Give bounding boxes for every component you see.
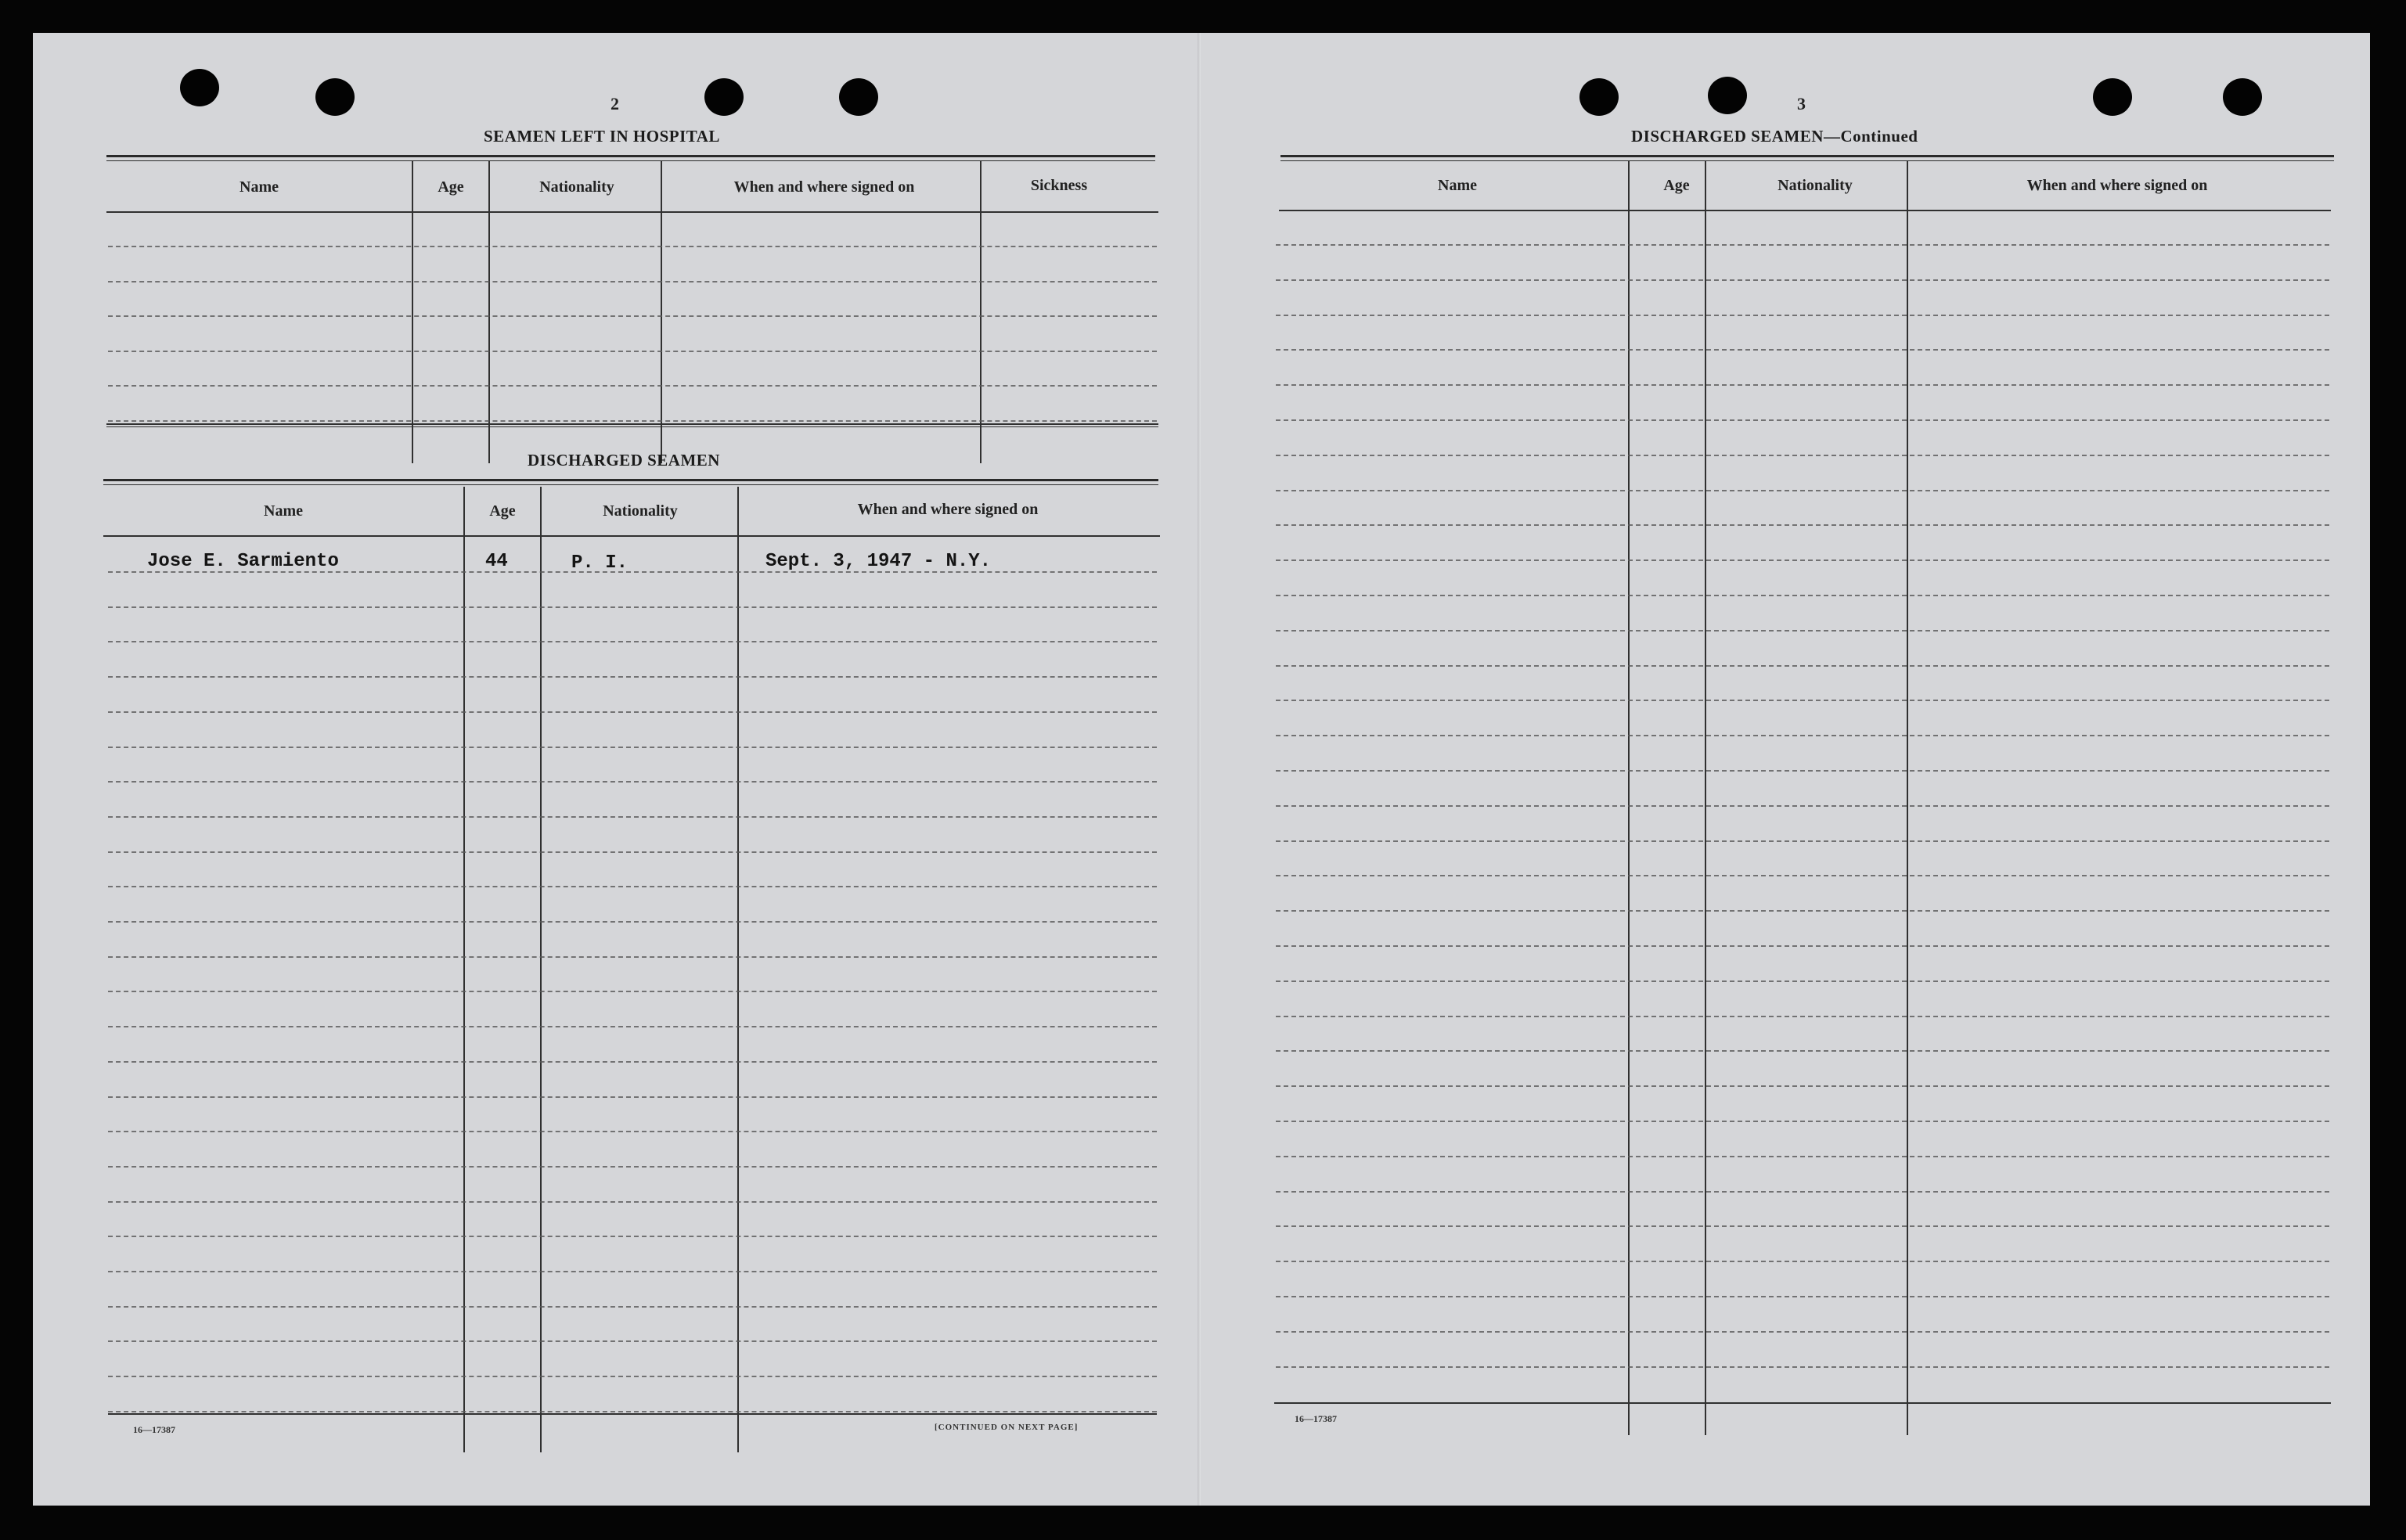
column-rule <box>412 161 413 463</box>
continued-note: [CONTINUED ON NEXT PAGE] <box>935 1423 1079 1432</box>
row-line <box>1276 595 2329 596</box>
title-rule <box>1280 155 2334 157</box>
col-head-signed-on: When and where signed on <box>857 501 1039 518</box>
row-line <box>1276 1261 2329 1262</box>
column-rule <box>1705 161 1706 1435</box>
column-rule <box>488 161 490 463</box>
row-line <box>1276 1121 2329 1122</box>
row-line <box>108 1166 1157 1168</box>
row-line <box>108 1271 1157 1272</box>
row-line <box>108 1376 1157 1377</box>
row-line <box>1276 1366 2329 1368</box>
column-rule <box>980 161 981 463</box>
col-head-nationality: Nationality <box>603 502 678 520</box>
row-line <box>1276 455 2329 456</box>
page-number: 3 <box>1797 94 1806 113</box>
row-line <box>1276 945 2329 947</box>
row-line <box>108 851 1157 853</box>
document-sheet <box>33 33 2370 1506</box>
row-line <box>1276 1225 2329 1227</box>
title-continued: —Continued <box>1823 127 1918 146</box>
punch-hole <box>2223 78 2262 116</box>
row-line <box>1276 980 2329 982</box>
row-line <box>108 1026 1157 1027</box>
row-line <box>108 747 1157 748</box>
row-line <box>1276 700 2329 701</box>
row-line <box>1276 1016 2329 1017</box>
discharged-continued-title <box>1631 127 1918 146</box>
row-line <box>108 1131 1157 1132</box>
row-line <box>1276 244 2329 246</box>
row-line <box>1276 1085 2329 1087</box>
row-line <box>108 711 1157 713</box>
row-line <box>108 781 1157 783</box>
table-bottom-rule <box>1274 1402 2331 1404</box>
header-rule <box>1279 210 2331 211</box>
row-line <box>108 351 1157 352</box>
row-line <box>1276 1156 2329 1157</box>
row-line <box>108 991 1157 992</box>
row-line <box>108 1306 1157 1308</box>
punch-hole <box>839 78 878 116</box>
row-line <box>108 921 1157 923</box>
col-head-age: Age <box>489 502 516 520</box>
table-bottom-rule <box>106 423 1158 425</box>
row-line <box>1276 1191 2329 1193</box>
col-head-signed-on: When and where signed on <box>733 178 915 196</box>
punch-hole <box>180 69 219 106</box>
punch-hole <box>315 78 355 116</box>
entry-name: Jose E. Sarmiento <box>147 551 339 572</box>
row-line <box>1276 910 2329 912</box>
hospital-section-title: SEAMEN LEFT IN HOSPITAL <box>484 127 720 146</box>
row-line <box>108 1061 1157 1063</box>
row-line <box>108 281 1157 282</box>
row-line <box>1276 1050 2329 1052</box>
row-line <box>108 886 1157 887</box>
row-line <box>108 1096 1157 1098</box>
punch-hole <box>704 78 744 116</box>
punch-hole <box>2093 78 2132 116</box>
row-line <box>1276 1331 2329 1333</box>
column-rule <box>1628 161 1630 1435</box>
row-line <box>1276 419 2329 421</box>
title-main: DISCHARGED SEAMEN <box>1631 127 1824 146</box>
col-head-nationality: Nationality <box>1777 177 1853 194</box>
row-line <box>108 420 1157 422</box>
row-line <box>1276 630 2329 631</box>
row-line <box>1276 875 2329 876</box>
column-rule <box>1907 161 1908 1435</box>
row-line <box>108 1236 1157 1237</box>
row-line <box>1276 840 2329 842</box>
row-line <box>108 676 1157 678</box>
header-rule <box>106 211 1158 213</box>
form-number: 16—17387 <box>1295 1413 1337 1424</box>
row-line <box>108 606 1157 608</box>
entry-nationality: P. I. <box>571 552 629 574</box>
column-rule <box>661 161 662 463</box>
row-line <box>1276 524 2329 526</box>
header-rule <box>103 535 1160 537</box>
row-line <box>1276 805 2329 807</box>
form-number: 16—17387 <box>133 1424 175 1435</box>
row-line <box>1276 665 2329 667</box>
entry-age: 44 <box>485 551 508 572</box>
entry-signed-on: Sept. 3, 1947 - N.Y. <box>765 551 992 572</box>
row-line <box>1276 490 2329 491</box>
row-line <box>1276 770 2329 772</box>
row-line <box>1276 384 2329 386</box>
discharged-section-title: DISCHARGED SEAMEN <box>528 451 720 470</box>
row-line <box>108 315 1157 317</box>
row-line <box>1276 315 2329 316</box>
row-line <box>108 816 1157 818</box>
row-line <box>108 1411 1157 1412</box>
row-line <box>108 1340 1157 1342</box>
col-head-signed-on: When and where signed on <box>2026 177 2208 194</box>
row-line <box>1276 279 2329 281</box>
table-bottom-rule <box>108 1413 1157 1415</box>
row-line <box>1276 349 2329 351</box>
page-fold <box>1198 33 1201 1506</box>
col-head-nationality: Nationality <box>539 178 614 196</box>
row-line <box>108 641 1157 642</box>
table-bottom-rule <box>106 426 1158 427</box>
col-head-name: Name <box>1438 177 1477 194</box>
row-line <box>1276 735 2329 736</box>
title-rule <box>106 155 1155 157</box>
row-line <box>108 246 1157 247</box>
col-head-age: Age <box>1663 177 1690 194</box>
col-head-name: Name <box>240 178 279 196</box>
punch-hole <box>1579 78 1619 116</box>
page-number: 2 <box>611 94 619 113</box>
row-line <box>108 385 1157 387</box>
row-line <box>108 956 1157 958</box>
row-line <box>1276 560 2329 561</box>
punch-hole <box>1708 77 1747 114</box>
col-head-name: Name <box>264 502 303 520</box>
row-line <box>108 1201 1157 1203</box>
col-head-age: Age <box>438 178 464 196</box>
col-head-sickness: Sickness <box>1030 177 1088 194</box>
row-line <box>1276 1296 2329 1297</box>
title-rule <box>103 479 1158 481</box>
